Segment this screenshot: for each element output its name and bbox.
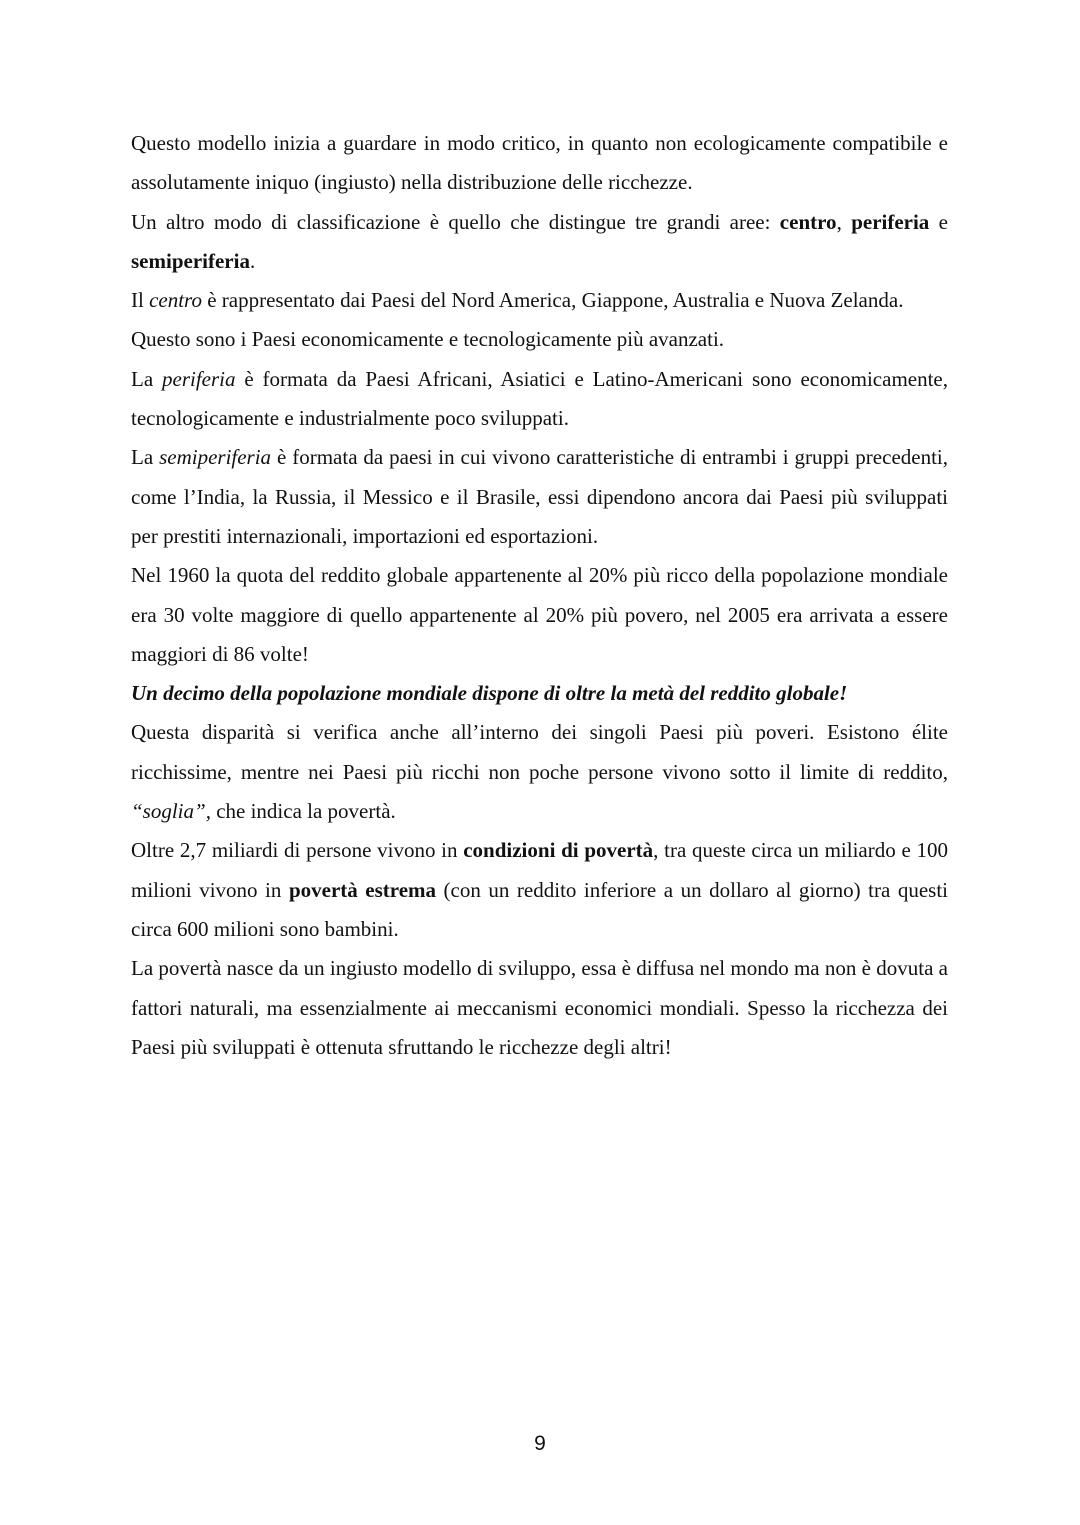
paragraph-poverty-origin: La povertà nasce da un ingiusto modello di sviluppo, essa è diffusa nel mondo ma non è dovuta a fattori naturali, ma essenzialmente ai meccanismi economici mondiali. Spesso la ricchezza dei Paesi più sviluppati è ottenuta sfruttando le ricchezze degli altri! bbox=[131, 956, 948, 1059]
paragraph-centro bbox=[131, 281, 948, 320]
text-span: è formata da paesi in cui vivono caratteristiche di entrambi i gruppi precedenti, come l’India, la Russia, il Messico e il Brasile, essi dipendono ancora dai Paesi più sviluppati per prestiti internazionali, importazioni ed esportazioni. bbox=[131, 445, 949, 548]
text-span: . bbox=[249, 248, 256, 273]
text-span: La bbox=[131, 445, 160, 470]
body-text bbox=[131, 124, 948, 1067]
paragraph-periferia bbox=[131, 360, 948, 439]
text-span: che indica la povertà. bbox=[210, 799, 396, 824]
italic-term-soglia: “soglia”, bbox=[131, 799, 211, 824]
bold-term-poverty: condizioni di povertà bbox=[463, 838, 654, 863]
italic-term-centro: centro bbox=[149, 288, 202, 313]
text-span: Oltre 2,7 miliardi di persone vivono in bbox=[131, 838, 464, 863]
text-span: Il bbox=[131, 288, 150, 313]
page-number: 9 bbox=[534, 1432, 546, 1455]
paragraph-model-critique: Questo modello inizia a guardare in modo critico, in quanto non ecologicamente compatibile e assolutamente iniquo (ingiusto) nella distribuzione delle ricchezze. bbox=[131, 131, 948, 195]
text-span: La bbox=[131, 366, 163, 391]
bold-term-centro: centro bbox=[779, 209, 837, 234]
text-span: , tra queste circa un miliardo e 100 milioni vivono in bbox=[131, 838, 948, 902]
paragraph-classification bbox=[131, 203, 948, 282]
text-span: (con un reddito inferiore a un dollaro al giorno) tra questi circa 600 milioni sono bambini. bbox=[131, 877, 949, 941]
text-span: Questa disparità si verifica anche all’interno dei singoli Paesi più poveri. Esistono élite ricchissime, mentre nei Paesi più ricchi non poche persone vivono sotto il limite di reddito, bbox=[131, 720, 948, 784]
paragraph-poverty-figures bbox=[131, 831, 948, 949]
bold-term-extreme-poverty: povertà estrema bbox=[288, 877, 437, 902]
text-span: è formata da Paesi Africani, Asiatici e Latino-Americani sono economicamente, tecnologicamente e industrialmente poco sviluppati. bbox=[131, 366, 949, 431]
paragraph-advanced-countries: Questo sono i Paesi economicamente e tecnologicamente più avanzati. bbox=[131, 327, 725, 352]
bold-term-semiperiferia: semiperiferia bbox=[131, 248, 250, 273]
bold-term-periferia: periferia bbox=[851, 209, 930, 234]
highlight-statement: Un decimo della popolazione mondiale dispone di oltre la metà del reddito globale! bbox=[131, 681, 848, 706]
text-span: Un altro modo di classificazione è quello che distingue tre grandi aree: bbox=[131, 209, 780, 234]
text-span: è rappresentato dai Paesi del Nord America, Giappone, Australia e Nuova Zelanda. bbox=[201, 288, 904, 313]
text-span: e bbox=[929, 209, 948, 234]
text-span: , bbox=[836, 209, 852, 234]
italic-term-semiperiferia: semiperiferia bbox=[159, 445, 272, 470]
italic-term-periferia: periferia bbox=[162, 366, 236, 391]
paragraph-income-gap: Nel 1960 la quota del reddito globale appartenente al 20% più ricco della popolazione mondiale era 30 volte maggiore di quello appartenente al 20% più povero, nel 2005 era arrivata a essere maggiori di 86 volte! bbox=[131, 563, 948, 666]
paragraph-semiperiferia bbox=[131, 438, 948, 556]
paragraph-disparity bbox=[131, 713, 948, 831]
